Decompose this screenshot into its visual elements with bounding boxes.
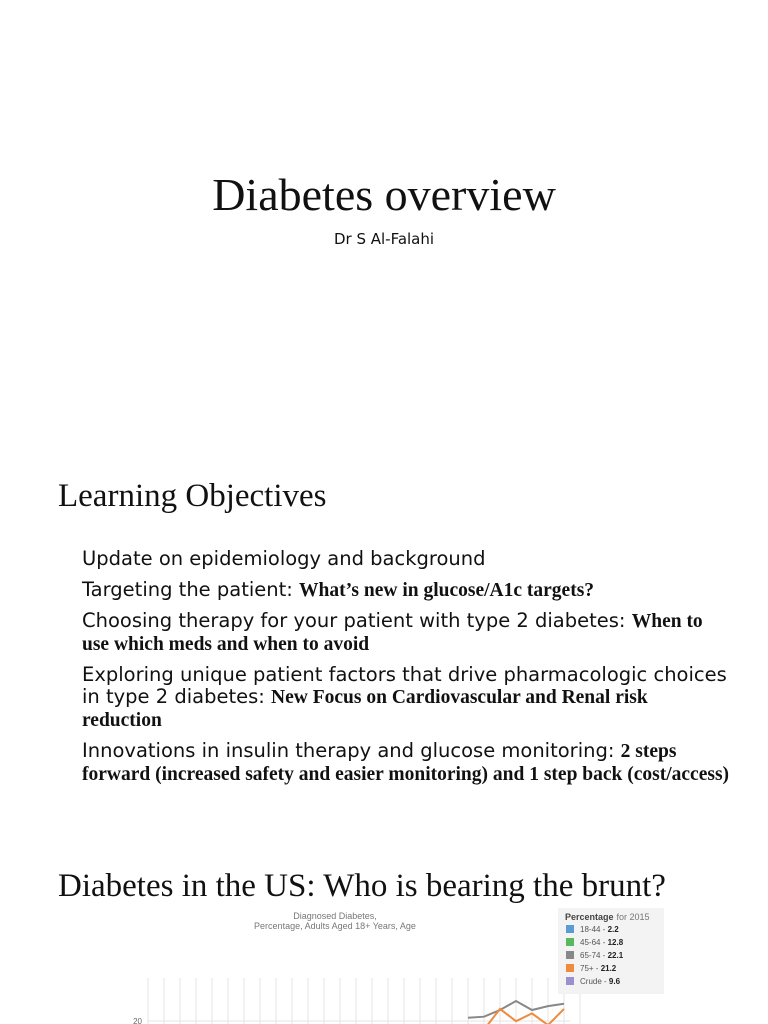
legend-label: [580, 964, 617, 973]
legend-label: [580, 951, 624, 960]
legend-series-name: 65-74 -: [580, 951, 608, 960]
objective-text: Innovations in insulin therapy and glucose monitoring:: [82, 739, 621, 762]
legend-swatch: [566, 977, 574, 985]
us-diabetes-heading: Diabetes in the US: Who is bearing the brunt?: [58, 868, 666, 904]
objectives-heading: Learning Objectives: [58, 478, 327, 514]
legend-swatch: [566, 938, 574, 946]
legend-series-name: 45-64 -: [580, 938, 608, 947]
objective-item: [82, 579, 732, 602]
legend-series-value: 22.1: [607, 951, 624, 960]
legend-title-line: [565, 912, 650, 922]
legend-swatch: [566, 925, 574, 933]
legend-series-name: Crude -: [580, 977, 609, 986]
objective-emphasis: 2 steps forward (increased safety and easier monitoring) and 1 step back (cost/access): [82, 741, 730, 785]
objective-emphasis: When to use which meds and when to avoid: [82, 611, 703, 655]
legend-swatch: [566, 951, 574, 959]
chart-subtitle: Percentage, Adults Aged 18+ Years, Age: [254, 921, 416, 931]
legend-label: [580, 925, 619, 934]
objective-emphasis: What’s new in glucose/A1c targets?: [299, 580, 595, 601]
legend-title: Percentage: [565, 912, 614, 922]
diabetes-chart-svg: [100, 908, 670, 1024]
objective-text: Update on epidemiology and background: [82, 547, 486, 570]
legend-series-value: 12.8: [607, 938, 624, 947]
objective-item: [82, 664, 732, 732]
objective-item: [82, 740, 732, 786]
legend-series-value: 21.2: [600, 964, 617, 973]
y-tick-label: 20: [133, 1017, 142, 1024]
slide-author: Dr S Al-Falahi: [333, 230, 435, 248]
objective-item: [82, 548, 732, 571]
objective-text: Exploring unique patient factors that drive pharmacologic choices in type 2 diabetes:: [82, 663, 727, 708]
legend-series-value: 2.2: [607, 925, 619, 934]
legend-swatch: [566, 964, 574, 972]
chart-title: Diagnosed Diabetes,: [293, 911, 377, 921]
legend-label: [580, 938, 624, 947]
legend-series-name: 75+ -: [580, 964, 601, 973]
chart-legend: [558, 908, 664, 994]
objective-text: Targeting the patient:: [82, 578, 300, 601]
objective-emphasis: New Focus on Cardiovascular and Renal risk reduction: [82, 687, 648, 731]
objective-item: [82, 610, 732, 656]
slide-title: Diabetes overview: [212, 169, 556, 220]
objectives-list: [82, 548, 732, 794]
legend-label: [580, 977, 621, 986]
legend-series-name: 18-44 -: [580, 925, 608, 934]
diabetes-chart: [100, 908, 670, 1024]
legend-series-value: 9.6: [608, 977, 621, 986]
legend-title-suffix: for 2015: [616, 912, 650, 922]
objective-text: Choosing therapy for your patient with type 2 diabetes:: [82, 609, 632, 632]
